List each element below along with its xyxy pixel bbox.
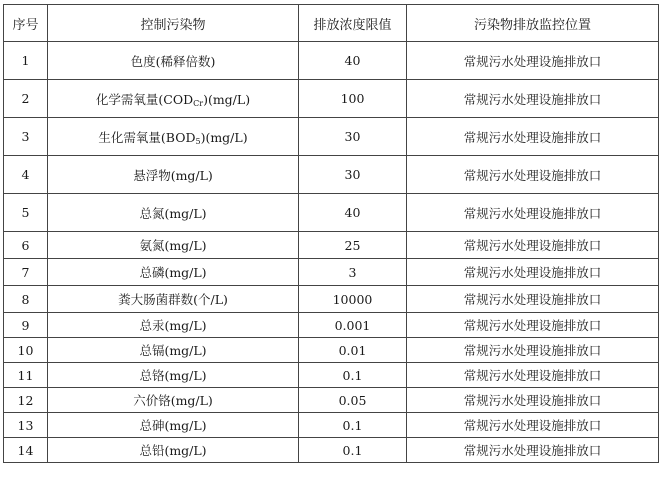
cell-pollutant xyxy=(48,80,299,118)
table-row xyxy=(4,413,659,438)
table-row xyxy=(4,388,659,413)
table-row xyxy=(4,438,659,463)
cell-location: 常规污水处理设施排放口 xyxy=(407,413,659,438)
cell-limit: 100 xyxy=(299,80,407,118)
cell-pollutant: 总砷(mg/L) xyxy=(48,413,299,438)
cell-index: 2 xyxy=(4,80,48,118)
cell-index: 3 xyxy=(4,118,48,156)
cell-limit: 3 xyxy=(299,259,407,286)
cell-index: 6 xyxy=(4,232,48,259)
cell-limit: 30 xyxy=(299,118,407,156)
cell-pollutant xyxy=(48,118,299,156)
cell-location: 常规污水处理设施排放口 xyxy=(407,194,659,232)
cell-limit: 0.01 xyxy=(299,338,407,363)
cell-limit: 30 xyxy=(299,156,407,194)
cell-limit: 0.1 xyxy=(299,438,407,463)
header-pollutant: 控制污染物 xyxy=(48,5,299,42)
cell-location: 常规污水处理设施排放口 xyxy=(407,338,659,363)
cell-limit: 0.001 xyxy=(299,313,407,338)
cell-limit: 0.1 xyxy=(299,413,407,438)
cell-pollutant: 悬浮物(mg/L) xyxy=(48,156,299,194)
pollutant-table-container xyxy=(3,4,658,463)
cell-location: 常规污水处理设施排放口 xyxy=(407,388,659,413)
cell-pollutant: 氨氮(mg/L) xyxy=(48,232,299,259)
cell-location: 常规污水处理设施排放口 xyxy=(407,42,659,80)
header-index: 序号 xyxy=(4,5,48,42)
cell-pollutant: 总镉(mg/L) xyxy=(48,338,299,363)
cell-limit: 25 xyxy=(299,232,407,259)
cell-pollutant: 色度(稀释倍数) xyxy=(48,42,299,80)
cell-pollutant: 六价铬(mg/L) xyxy=(48,388,299,413)
cell-index: 11 xyxy=(4,363,48,388)
pollutant-name-suffix: )(mg/L) xyxy=(200,129,248,145)
cell-index: 14 xyxy=(4,438,48,463)
pollutant-name-prefix: 化学需氧量(COD xyxy=(95,91,194,107)
cell-limit: 0.05 xyxy=(299,388,407,413)
table-row xyxy=(4,338,659,363)
table-row xyxy=(4,194,659,232)
cell-location: 常规污水处理设施排放口 xyxy=(407,80,659,118)
cell-limit: 10000 xyxy=(299,286,407,313)
table-row xyxy=(4,286,659,313)
pollutant-name-prefix: 生化需氧量(BOD xyxy=(98,129,196,145)
cell-location: 常规污水处理设施排放口 xyxy=(407,363,659,388)
table-row xyxy=(4,156,659,194)
cell-location: 常规污水处理设施排放口 xyxy=(407,232,659,259)
cell-index: 4 xyxy=(4,156,48,194)
cell-index: 8 xyxy=(4,286,48,313)
pollutant-name-subscript: 5 xyxy=(195,136,201,146)
header-limit: 排放浓度限值 xyxy=(299,5,407,42)
header-location: 污染物排放监控位置 xyxy=(407,5,659,42)
cell-index: 9 xyxy=(4,313,48,338)
cell-pollutant: 总氮(mg/L) xyxy=(48,194,299,232)
cell-index: 12 xyxy=(4,388,48,413)
cell-location: 常规污水处理设施排放口 xyxy=(407,313,659,338)
table-row xyxy=(4,259,659,286)
cell-index: 1 xyxy=(4,42,48,80)
cell-location: 常规污水处理设施排放口 xyxy=(407,438,659,463)
cell-index: 7 xyxy=(4,259,48,286)
cell-pollutant: 总铅(mg/L) xyxy=(48,438,299,463)
table-row xyxy=(4,42,659,80)
pollutant-name-subscript: Cr xyxy=(193,98,204,108)
cell-limit: 40 xyxy=(299,194,407,232)
cell-location: 常规污水处理设施排放口 xyxy=(407,118,659,156)
cell-index: 10 xyxy=(4,338,48,363)
table-row xyxy=(4,313,659,338)
cell-location: 常规污水处理设施排放口 xyxy=(407,259,659,286)
table-row xyxy=(4,232,659,259)
pollutant-name-suffix: )(mg/L) xyxy=(203,91,251,107)
table-row xyxy=(4,363,659,388)
cell-index: 13 xyxy=(4,413,48,438)
table-row xyxy=(4,118,659,156)
cell-pollutant: 总汞(mg/L) xyxy=(48,313,299,338)
cell-location: 常规污水处理设施排放口 xyxy=(407,286,659,313)
cell-pollutant: 总铬(mg/L) xyxy=(48,363,299,388)
table-row xyxy=(4,80,659,118)
cell-pollutant: 总磷(mg/L) xyxy=(48,259,299,286)
cell-limit: 40 xyxy=(299,42,407,80)
pollutant-discharge-table xyxy=(3,4,659,463)
cell-location: 常规污水处理设施排放口 xyxy=(407,156,659,194)
cell-pollutant: 粪大肠菌群数(个/L) xyxy=(48,286,299,313)
table-header-row xyxy=(4,5,659,42)
cell-index: 5 xyxy=(4,194,48,232)
cell-limit: 0.1 xyxy=(299,363,407,388)
